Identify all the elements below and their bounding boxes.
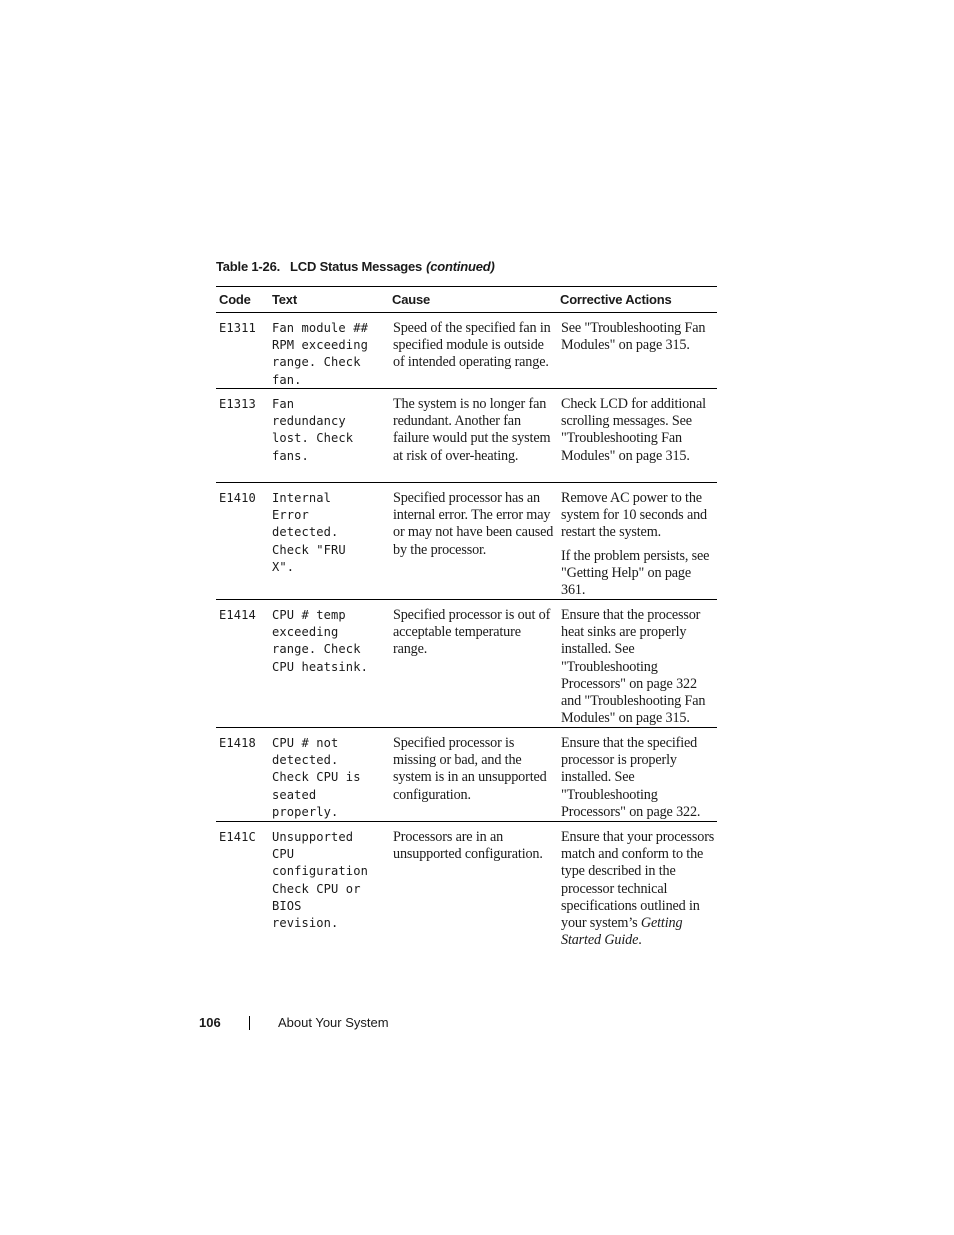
- page-number: 106: [199, 1015, 221, 1030]
- action-period: .: [638, 932, 642, 949]
- table-header-row: [216, 286, 717, 313]
- row-code: E1418: [219, 736, 256, 750]
- row-cause: The system is no longer fan redundant. Another fan failure would put the system at risk of over-heating.: [393, 396, 551, 464]
- row-actions: [557, 320, 717, 389]
- table-label: Table 1-26.: [216, 259, 281, 274]
- footer-section-title: About Your System: [278, 1015, 389, 1030]
- table-row: [216, 313, 717, 389]
- header-cause: Cause: [392, 292, 431, 307]
- row-actions: [557, 490, 717, 599]
- row-code: E1311: [219, 321, 256, 335]
- table-title: LCD Status Messages: [290, 259, 423, 274]
- page-footer: [199, 1015, 389, 1030]
- table-row: [216, 483, 717, 600]
- row-text: Fan redundancy lost. Check fans.: [272, 397, 354, 463]
- footer-separator: [249, 1016, 250, 1030]
- row-actions: [557, 607, 717, 727]
- row-code: E141C: [219, 830, 256, 844]
- table-row: [216, 728, 717, 822]
- table-row: [216, 389, 717, 483]
- header-corrective-actions: Corrective Actions: [560, 292, 672, 307]
- table-row: [216, 600, 717, 728]
- row-action-paragraph: Ensure that the specified processor is properly installed. See "Troubleshooting Processors" on page 322.: [561, 735, 701, 820]
- row-text: Internal Error detected. Check "FRU X".: [272, 491, 346, 574]
- row-actions: [557, 396, 717, 478]
- row-cause: Specified processor is missing or bad, and the system is in an unsupported configuration.: [393, 735, 547, 803]
- row-action-paragraph: Remove AC power to the system for 10 seconds and restart the system.: [561, 490, 707, 541]
- header-code: Code: [219, 292, 251, 307]
- row-code: E1313: [219, 397, 256, 411]
- row-cause: Processors are in an unsupported configuration.: [393, 829, 543, 863]
- row-text: CPU # not detected. Check CPU is seated properly.: [272, 736, 361, 819]
- table-row: [216, 822, 717, 950]
- row-cause: Specified processor is out of acceptable temperature range.: [393, 607, 551, 658]
- row-actions: [557, 829, 717, 949]
- guide-title: Getting Started Guide: [561, 915, 683, 949]
- action-text: Ensure that your processors match and conform to the type described in the processor technical specifications outlined in your system’s: [561, 829, 715, 932]
- row-action-paragraph: Check LCD for additional scrolling messages. See "Troubleshooting Fan Modules" on page 315.: [561, 396, 706, 464]
- row-action-paragraph: If the problem persists, see "Getting Help" on page 361.: [561, 547, 710, 599]
- row-action-paragraph: See "Troubleshooting Fan Modules" on page 315.: [561, 320, 706, 354]
- lcd-status-messages-table: [216, 286, 717, 950]
- table-continued-note: (continued): [426, 259, 495, 274]
- row-code: E1410: [219, 491, 256, 505]
- row-action-paragraph: [561, 829, 715, 949]
- header-text: Text: [272, 292, 297, 307]
- row-text: Unsupported CPU configuration Check CPU or BIOS revision.: [272, 830, 368, 931]
- row-cause: Speed of the specified fan in specified module is outside of intended operating range.: [393, 320, 551, 371]
- table-caption: [216, 259, 495, 274]
- row-cause: Specified processor has an internal error. The error may or may not have been caused by the processor.: [393, 490, 554, 558]
- row-code: E1414: [219, 608, 256, 622]
- row-action-paragraph: Ensure that the processor heat sinks are properly installed. See "Troubleshooting Processors" on page 322 and "Troubleshooting Fan Modules" on page 315.: [561, 607, 706, 727]
- row-actions: [557, 735, 717, 821]
- row-text: CPU # temp exceeding range. Check CPU heatsink.: [272, 608, 368, 674]
- row-text: Fan module ## RPM exceeding range. Check fan.: [272, 321, 368, 387]
